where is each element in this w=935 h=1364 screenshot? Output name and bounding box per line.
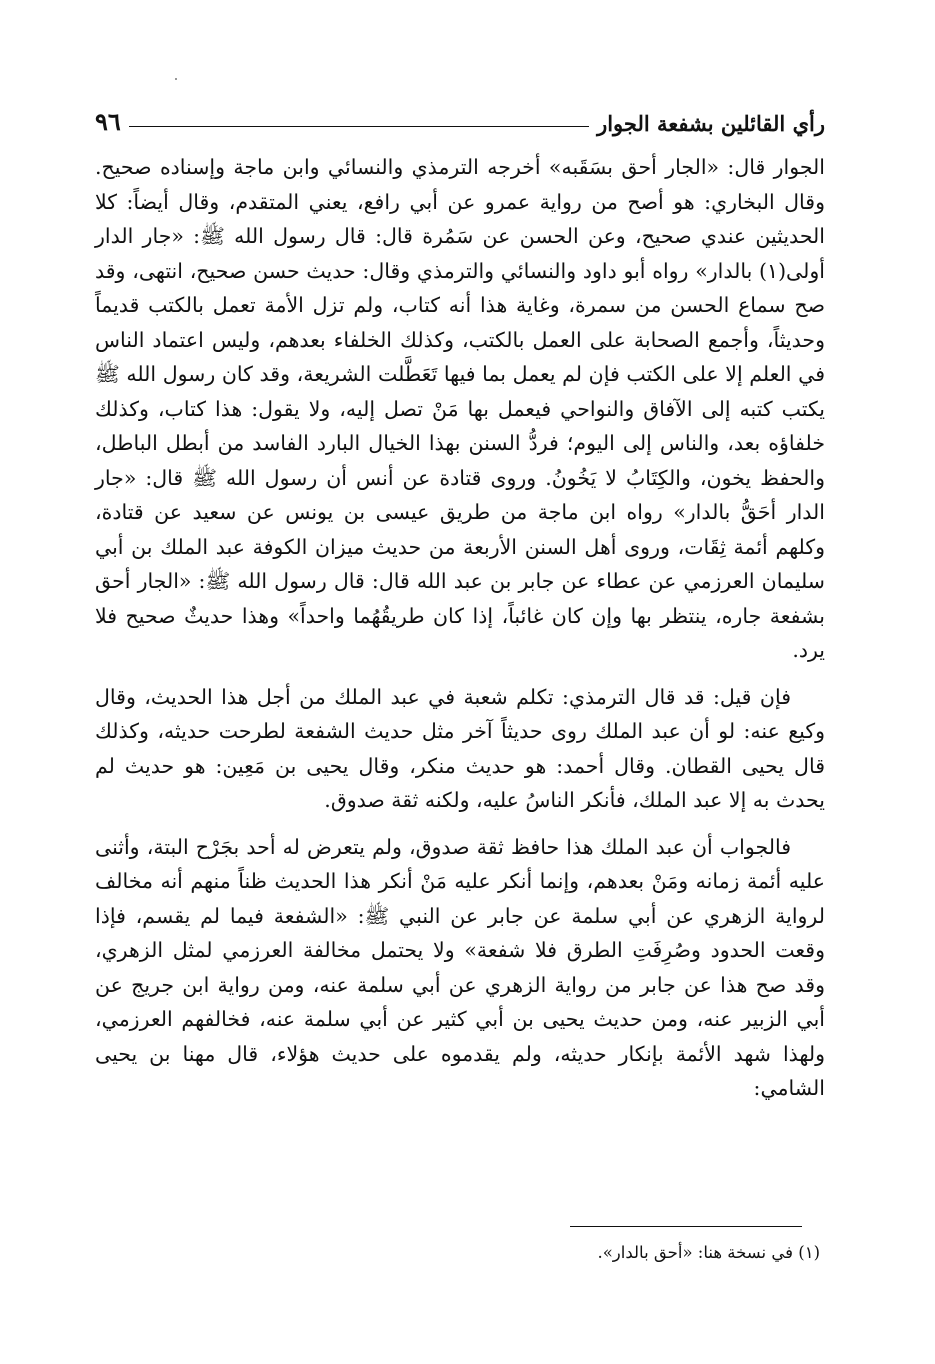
main-text [95, 150, 825, 1106]
footnote-separator [570, 1226, 802, 1227]
paragraph: فالجواب أن عبد الملك هذا حافظ ثقة صدوق، ولم يتعرض له أحد بجَرْح البتة، وأثنى عليه أئمة زمانه ومَنْ بعدهم، وإنما أنكر عليه مَنْ أنكر هذا الحديث ظناً منهم أنه مخالف لرواية الزهري عن أبي سلمة عن جابر عن النبي ﷺ: «الشفعة فيما لم يقسم، فإذا وقعت الحدود وصُرِفَتِ الطرق فلا شفعة» ولا يحتمل مخالفة العرزمي لمثل الزهري، وقد صح هذا عن جابر من رواية الزهري عن أبي سلمة عنه، ومن رواية ابن جريج عن أبي الزبير عنه، ومن حديث يحيى بن أبي كثير عن أبي سلمة عنه، فخالفهم العرزمي، ولهذا شهد الأئمة بإنكار حديثه، ولم يقدموه على حديث هؤلاء، قال مهنا بن يحيى الشامي: [95, 834, 825, 1100]
paragraph: فإن قيل: قد قال الترمذي: تكلم شعبة في عبد الملك من أجل هذا الحديث، وقال وكيع عنه: لو أن عبد الملك روى حديثاً آخر مثل حديث الشفعة لطرحت حديثه، وكذلك قال يحيى القطان. وقال أحمد: هو حديث منكر، وقال يحيى بن مَعِين: هو حديث لم يحدث به إلا عبد الملك، فأنكر الناسُ عليه، ولكنه ثقة صدوق. [95, 684, 825, 812]
running-title: رأي القائلين بشفعة الجوار [597, 111, 825, 136]
footnote: (١) في نسخة هنا: «أحق بالدار». [597, 1243, 820, 1262]
header-rule [129, 126, 589, 127]
page-number: ٩٦ [95, 107, 121, 136]
paragraph: الجوار قال: «الجار أحق بسَقَبه» أخرجه الترمذي والنسائي وابن ماجة وإسناده صحيح. وقال البخاري: هو أصح من رواية عمرو عن أبي رافع، يعني المتقدم، وقال أيضاً: كلا الحديثين عندي صحيح، وعن الحسن عن سَمُرة قال: قال رسول الله ﷺ: «جار الدار أولى(١) بالدار» رواه أبو داود والنسائي والترمذي وقال: حديث حسن صحيح، انتهى، وقد صح سماع الحسن من سمرة، وغاية هذا أنه كتاب، ولم تزل الأمة تعمل بالكتب قديماً وحديثاً، وأجمع الصحابة على العمل بالكتب، وكذلك الخلفاء بعدهم، وليس اعتماد الناس في العلم إلا على الكتب فإن لم يعمل بما فيها تَعَطَّلت الشريعة، وقد كان رسول الله ﷺ يكتب كتبه إلى الآفاق والنواحي فيعمل بها مَنْ تصل إليه، ولا يقول: هذا كتاب، وكذلك خلفاؤه بعد، والناس إلى اليوم؛ فردُّ السنن بهذا الخيال البارد الفاسد من أبطل الباطل، والحفظ يخون، والكِتَابُ لا يَخُونُ. وروى قتادة عن أنس أن رسول الله ﷺ قال: «جار الدار أحَقُّ بالدار» رواه ابن ماجة من طريق عيسى بن يونس عن سعيد عن قتادة، وكلهم أئمة ثِقَات، وروى أهل السنن الأربعة من حديث ميزان الكوفة عبد الملك بن أبي سليمان العرزمي عن عطاء عن جابر بن عبد الله قال: قال رسول الله ﷺ: «الجار أحق بشفعة جاره، ينتظر بها وإن كان غائباً، إذا كان طريقُهُما واحداً» وهذا حديثٌ صحيح فلا يرد. [95, 155, 825, 662]
print-speck [175, 78, 177, 80]
page-header [95, 96, 825, 136]
